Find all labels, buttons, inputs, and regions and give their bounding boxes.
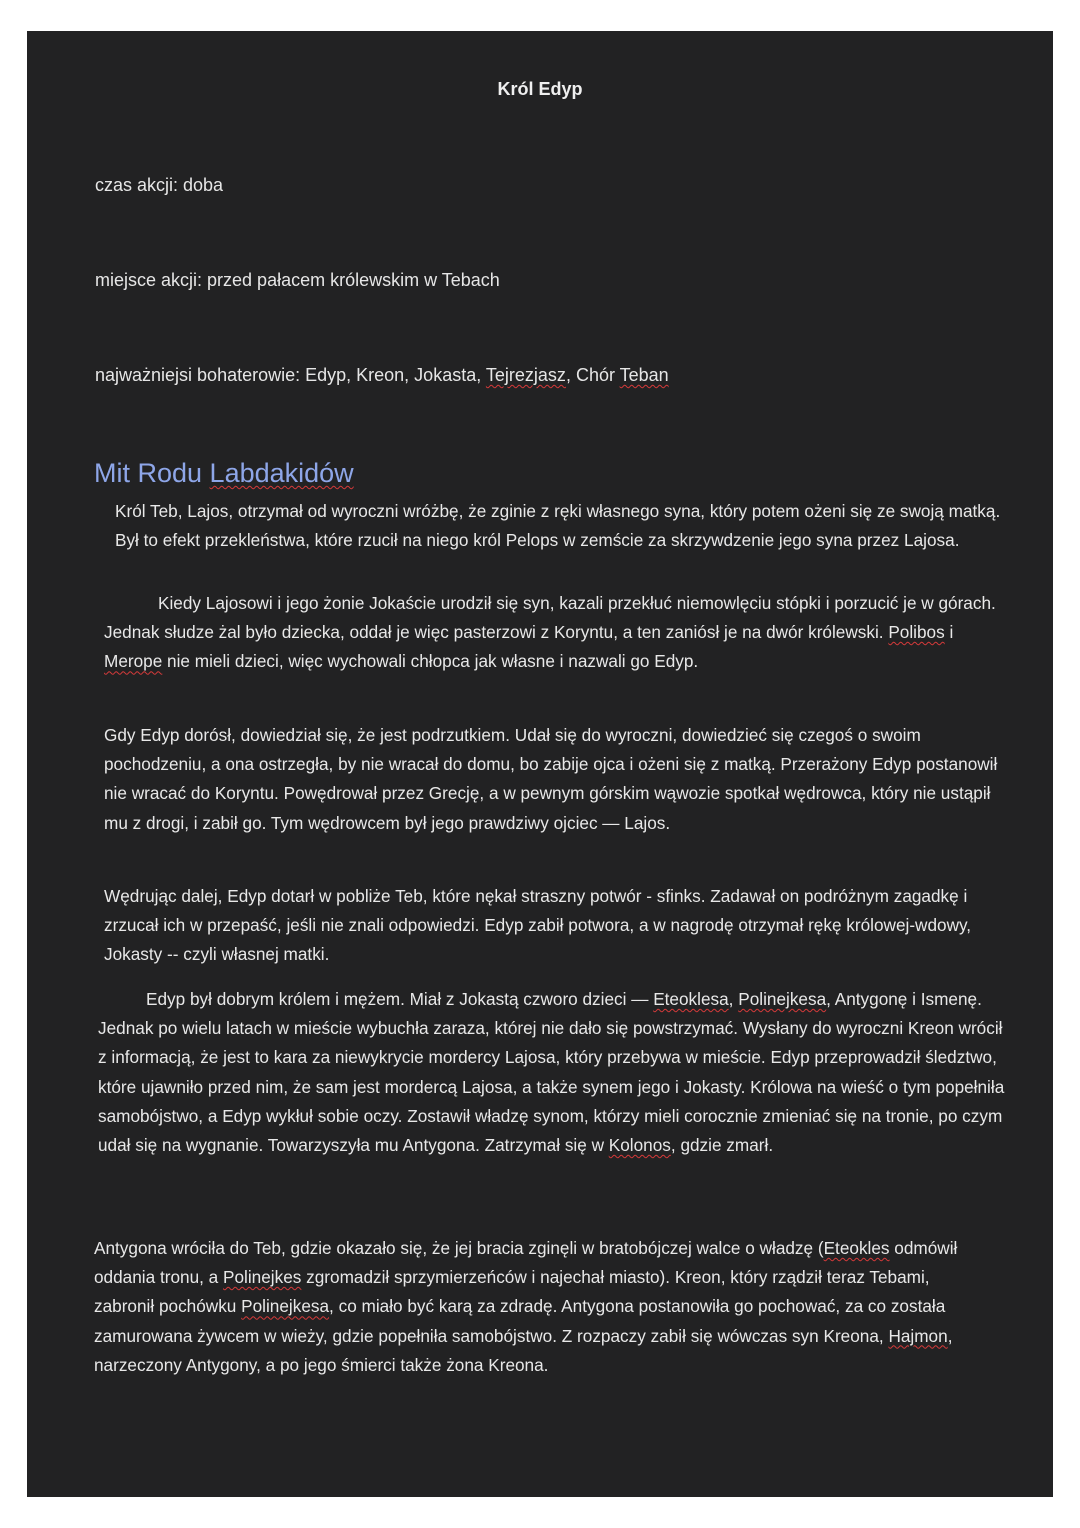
- spellcheck-word-hajmon: Hajmon: [888, 1325, 948, 1346]
- paragraph-6-text-c: zgromadził sprzymierzeńców i najechał miasto). Kreon, który rządził teraz Tebami, zabronił pochówku: [94, 1267, 930, 1317]
- spellcheck-word-tejrezjasz: Tejrezjasz: [485, 365, 566, 385]
- paragraph-2-text-c: nie mieli dzieci, więc wychowali chłopca jak własne i nazwali go Edyp.: [162, 651, 699, 672]
- spellcheck-word-labdakidow: Labdakidów: [209, 458, 354, 488]
- paragraph-6: [94, 1234, 979, 1380]
- spellcheck-word-polinejkesa: Polinejkesa: [738, 989, 827, 1009]
- spellcheck-word-eteokles: Eteokles: [823, 1238, 890, 1258]
- field-czas-akcji: czas akcji: doba: [95, 175, 224, 195]
- paragraph-5-text-a: Edyp był dobrym królem i mężem. Miał z Jokastą czworo dzieci —: [146, 989, 654, 1009]
- document-title: Król Edyp: [497, 79, 583, 99]
- spellcheck-word-kolonos: Kolonos: [608, 1135, 671, 1156]
- spellcheck-word-teban: Teban: [619, 365, 669, 385]
- paragraph-2-text-b: i: [944, 622, 954, 643]
- spellcheck-word-polinejkesa-2: Polinejkesa: [241, 1296, 330, 1317]
- section-heading: [94, 458, 354, 489]
- heading-text: Mit Rodu: [94, 458, 210, 488]
- paragraph-5-text-c: , Antygonę i Ismenę. Jednak po wielu latach w mieście wybuchła zaraza, której nie dało się powstrzymać. Wysłany do wyroczni Kreon wrócił z informacją, że jest to kara za niewykrycie mordercy Lajosa, który przebywa w mieście. Edyp przeprowadził śledztwo, które ujawniło przed nim, że sam jest mordercą Lajosa, a także synem jego i Jokasty. Królowa na wieść o tym popełniła samobójstwo, a Edyp wykłuł sobie oczy. Zostawił władzę synom, którzy mieli corocznie zmieniać się na tronie, po czym udał się na wygnanie. Towarzyszyła mu Antygona. Zatrzymał się w: [98, 989, 1005, 1156]
- paragraph-1: Król Teb, Lajos, otrzymał od wyroczni wróżbę, że zginie z ręki własnego syna, który potem ożeni się ze swoją matką. Był to efekt przekleństwa, które rzucił na niego król Pelops w zemście za skrzywdzenie jego syna przez Lajosa.: [115, 501, 1001, 551]
- spellcheck-word-polibos: Polibos: [888, 622, 945, 643]
- field-miejsce-akcji: miejsce akcji: przed pałacem królewskim w Tebach: [95, 270, 500, 290]
- paragraph-5: [98, 985, 1009, 1160]
- paragraph-5-text-b: ,: [728, 989, 739, 1009]
- spellcheck-word-merope: Merope: [104, 651, 163, 672]
- bohaterowie-text-2: , Chór: [565, 365, 620, 385]
- paragraph-6-text-d: , co miało być karą za zdradę. Antygona postanowiła go pochować, za co została zamurowana żywcem w wieży, gdzie popełniła samobójstwo. Z rozpaczy zabił się wówczas syn Kreona,: [94, 1296, 946, 1346]
- paragraph-2-text-a: Kiedy Lajosowi i jego żonie Jokaście urodził się syn, kazali przekłuć niemowlęciu stópki i porzucić je w górach. Jednak słudze żal było dziecka, oddał je więc pasterzowi z Koryntu, a ten zaniósł je na dwór królewski.: [104, 593, 996, 643]
- bohaterowie-text: najważniejsi bohaterowie: Edyp, Kreon, Jokasta,: [95, 365, 486, 385]
- paragraph-3: Gdy Edyp dorósł, dowiedział się, że jest podrzutkiem. Udał się do wyroczni, dowiedzieć się czegoś o swoim pochodzeniu, a ona ostrzegła, by nie wracał do domu, bo zabije ojca i ożeni się z matką. Przerażony Edyp postanowił nie wracać do Koryntu. Powędrował przez Grecję, a w pewnym górskim wąwozie spotkał wędrowca, który nie ustąpił mu z drogi, i zabił go. Tym wędrowcem był jego prawdziwy ojciec — Lajos.: [104, 725, 998, 833]
- paragraph-4: Wędrując dalej, Edyp dotarł w pobliże Teb, które nękał straszny potwór - sfinks. Zadawał on podróżnym zagadkę i zrzucał ich w przepaść, jeśli nie znali odpowiedzi. Edyp zabił potwora, a w nagrodę otrzymał rękę królowej-wdowy, Jokasty -- czyli własnej matki.: [104, 886, 972, 965]
- paragraph-6-text-a: Antygona wróciła do Teb, gdzie okazało się, że jej bracia zginęli w bratobójczej walce o władzę (: [94, 1238, 824, 1258]
- paragraph-5-text-d: , gdzie zmarł.: [670, 1135, 774, 1156]
- paragraph-6-text-e: , narzeczony Antygony, a po jego śmierci także żona Kreona.: [94, 1325, 953, 1375]
- spellcheck-word-eteoklesa: Eteoklesa: [653, 989, 729, 1009]
- document-page: [27, 31, 1053, 1497]
- field-bohaterowie: [95, 365, 669, 386]
- paragraph-6-text-b: odmówił oddania tronu, a: [94, 1238, 958, 1288]
- paragraph-2: [104, 589, 1009, 677]
- spellcheck-word-polinejkes: Polinejkes: [223, 1267, 302, 1288]
